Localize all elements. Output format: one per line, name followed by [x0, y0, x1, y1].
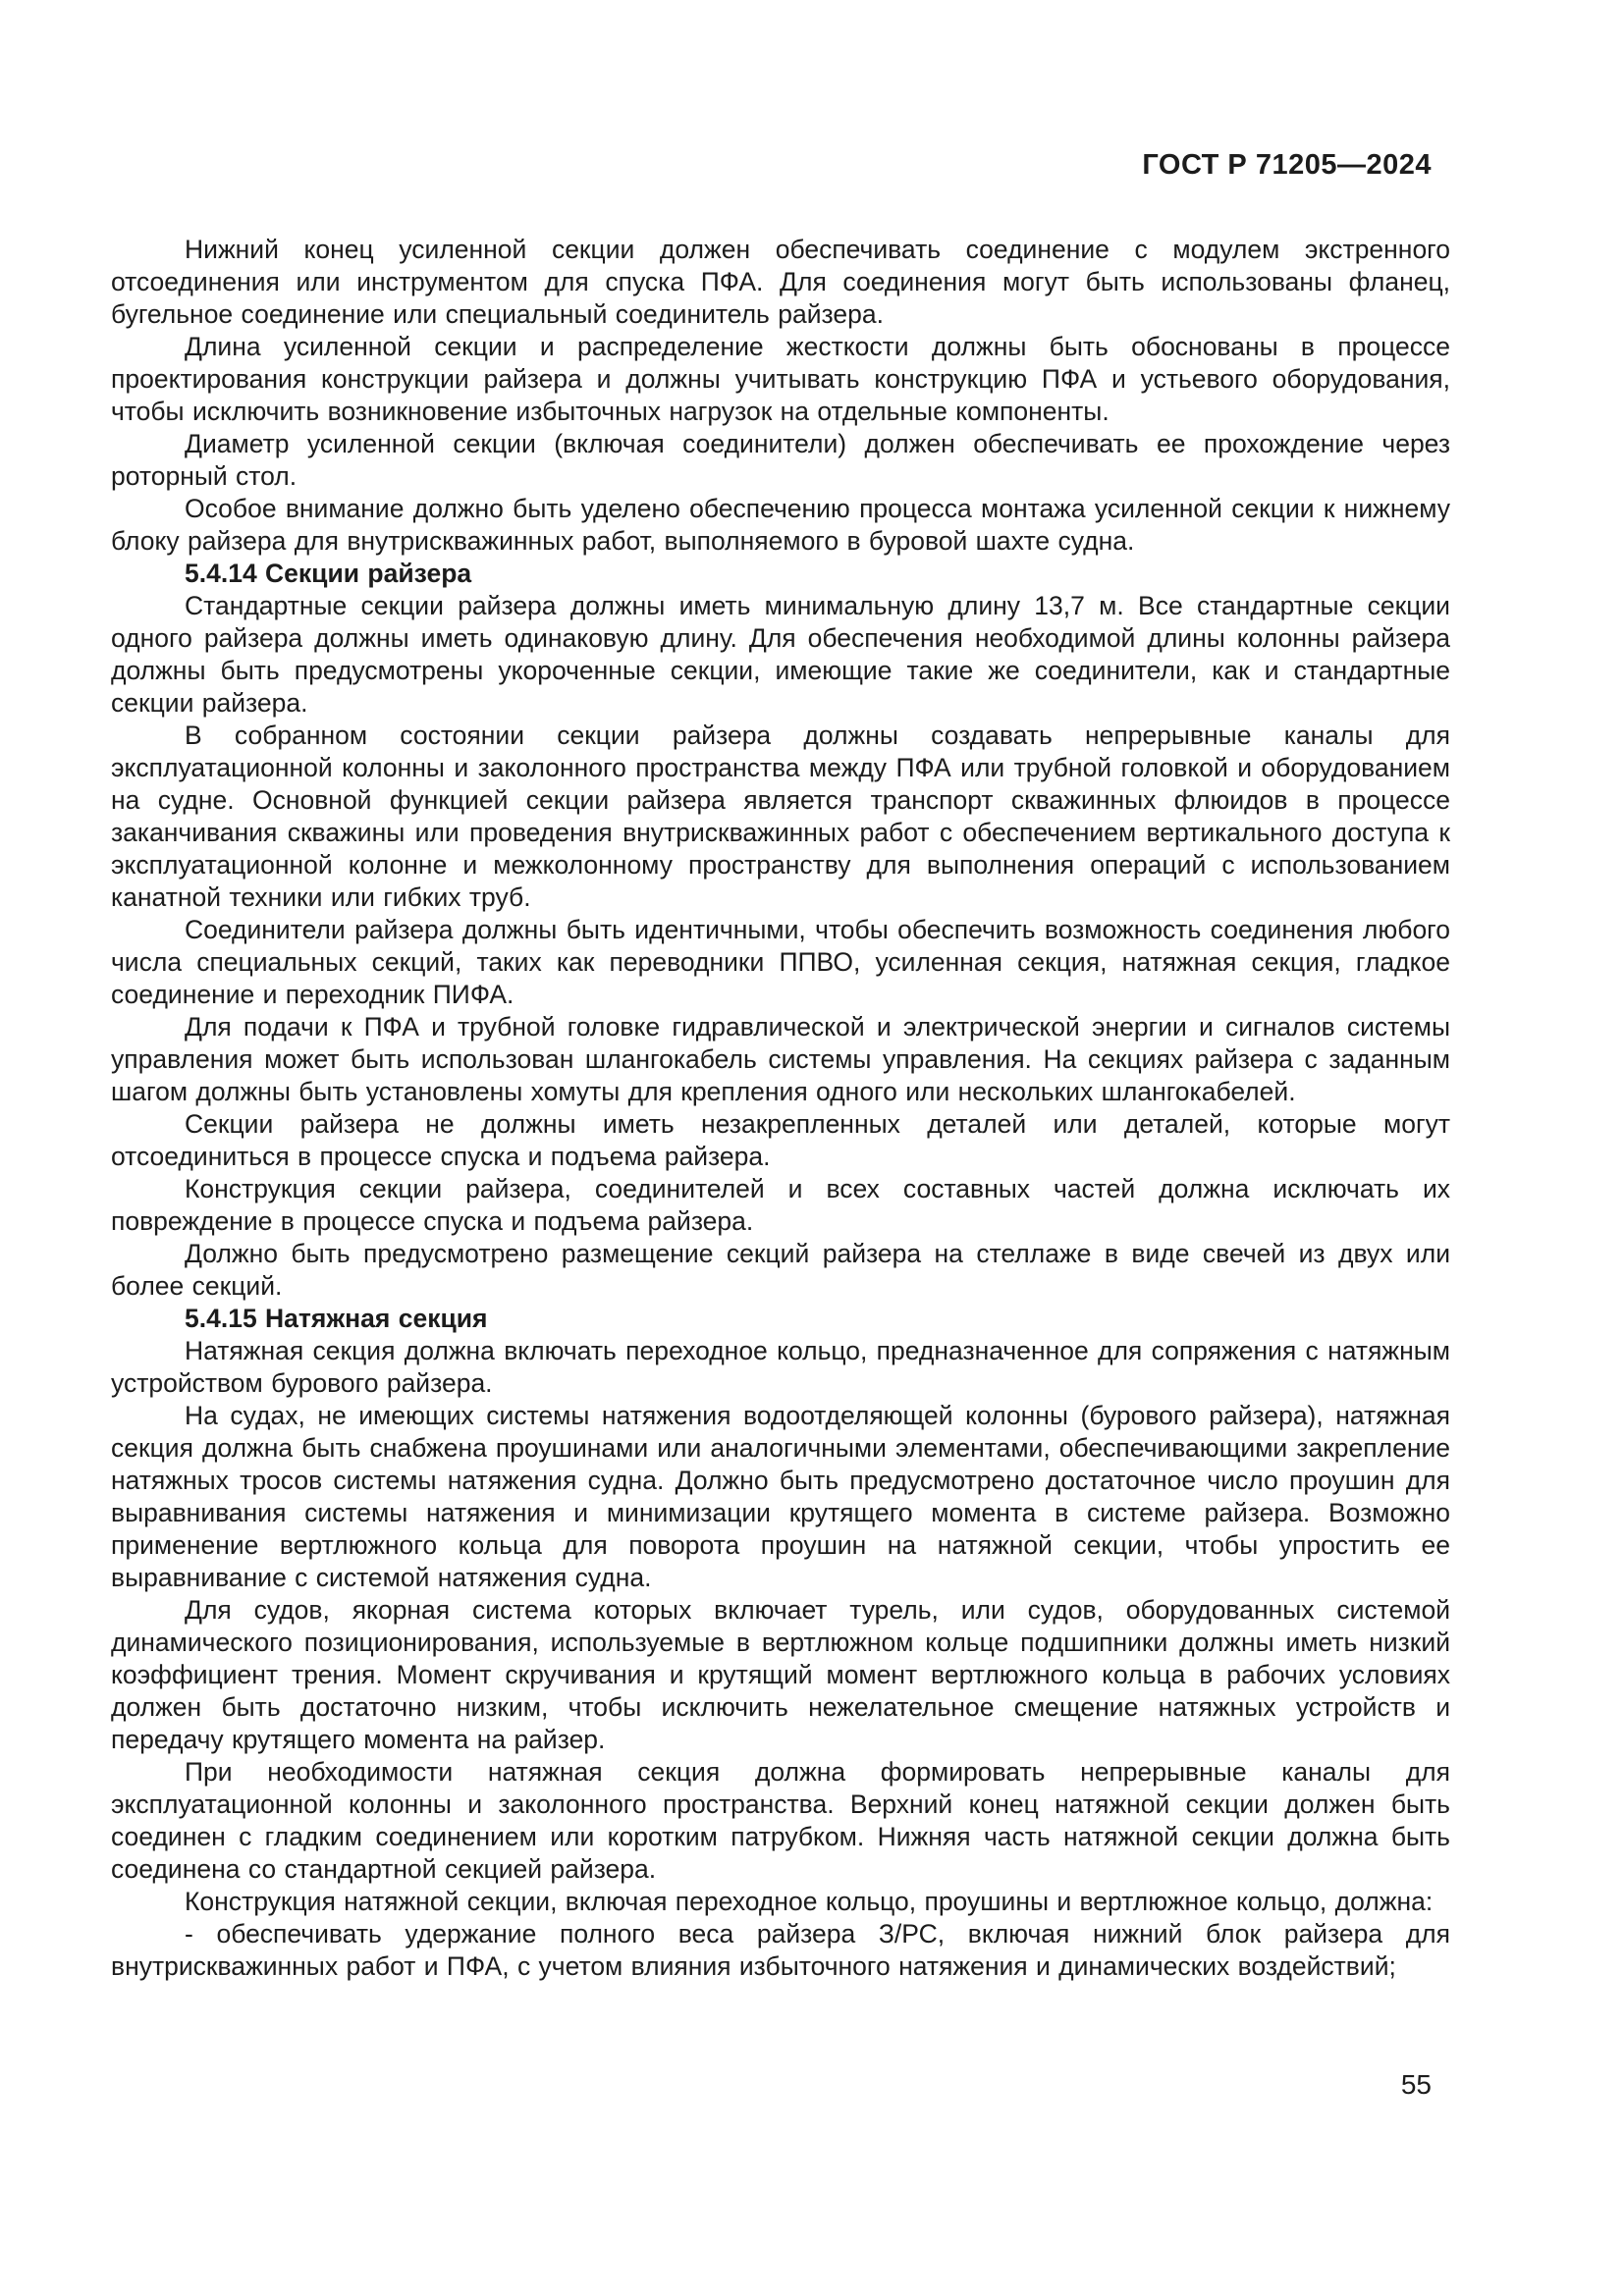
section-heading: 5.4.14 Секции райзера: [185, 559, 472, 588]
paragraph: Для подачи к ПФА и трубной головке гидравлической и электрической энергии и сигналов системы управления может быть использован шлангокабель системы управления. На секциях райзера с заданным шагом должны быть установлены хомуты для крепления одного или нескольких шлангокабелей.: [111, 1012, 1450, 1106]
paragraph: - обеспечивать удержание полного веса райзера З/РС, включая нижний блок райзера для внутрискважинных работ и ПФА, с учетом влияния избыточного натяжения и динамических воздействий;: [111, 1919, 1450, 1981]
paragraph: Конструкция секции райзера, соединителей и всех составных частей должна исключать их повреждение в процессе спуска и подъема райзера.: [111, 1174, 1450, 1236]
paragraph: Особое внимание должно быть уделено обеспечению процесса монтажа усиленной секции к нижнему блоку райзера для внутрискважинных работ, выполняемого в буровой шахте судна.: [111, 494, 1450, 556]
doc-code-header: ГОСТ Р 71205—2024: [1142, 149, 1432, 181]
paragraph: Секции райзера не должны иметь незакрепленных деталей или деталей, которые могут отсоединиться в процессе спуска и подъема райзера.: [111, 1109, 1450, 1171]
section-heading: 5.4.15 Натяжная секция: [185, 1304, 488, 1333]
paragraph: Соединители райзера должны быть идентичными, чтобы обеспечить возможность соединения любого числа специальных секций, таких как переводники ППВО, усиленная секция, натяжная секция, гладкое соединение и переходник ПИФА.: [111, 915, 1450, 1009]
paragraph: Стандартные секции райзера должны иметь минимальную длину 13,7 м. Все стандартные секции одного райзера должны иметь одинаковую длину. Для обеспечения необходимой длины колонны райзера должны быть предусмотрены укороченные секции, имеющие такие же соединители, как и стандартные секции райзера.: [111, 591, 1450, 718]
paragraph: Для судов, якорная система которых включает турель, или судов, оборудованных системой динамического позиционирования, используемые в вертлюжном кольце подшипники должны иметь низкий коэффициент трения. Момент скручивания и крутящий момент вертлюжного кольца в рабочих условиях должен быть достаточно низким, чтобы исключить нежелательное смещение натяжных устройств и передачу крутящего момента на райзер.: [111, 1595, 1450, 1754]
paragraph: Диаметр усиленной секции (включая соединители) должен обеспечивать ее прохождение через роторный стол.: [111, 429, 1450, 491]
paragraph: При необходимости натяжная секция должна формировать непрерывные каналы для эксплуатационной колонны и заколонного пространства. Верхний конец натяжной секции должен быть соединен с гладким соединением или коротким патрубком. Нижняя часть натяжной секции должна быть соединена со стандартной секцией райзера.: [111, 1757, 1450, 1884]
paragraph: Нижний конец усиленной секции должен обеспечивать соединение с модулем экстренного отсоединения или инструментом для спуска ПФА. Для соединения могут быть использованы фланец, бугельное соединение или специальный соединитель райзера.: [111, 235, 1450, 329]
paragraph: На судах, не имеющих системы натяжения водоотделяющей колонны (бурового райзера), натяжная секция должна быть снабжена проушинами или аналогичными элементами, обеспечивающими закрепление натяжных тросов системы натяжения судна. Должно быть предусмотрено достаточное число проушин для выравнивания системы натяжения и минимизации крутящего момента в системе райзера. Возможно применение вертлюжного кольца для поворота проушин на натяжной секции, чтобы упростить ее выравнивание с системой натяжения судна.: [111, 1401, 1450, 1592]
paragraph: В собранном состоянии секции райзера должны создавать непрерывные каналы для эксплуатационной колонны и заколонного пространства между ПФА или трубной головкой и оборудованием на судне. Основной функцией секции райзера является транспорт скважинных флюидов в процессе заканчивания скважины или проведения внутрискважинных работ с обеспечением вертикального доступа к эксплуатационной колонне и межколонному пространству для выполнения операций с использованием канатной техники или гибких труб.: [111, 721, 1450, 912]
document-body: [111, 234, 1450, 1983]
paragraph: Должно быть предусмотрено размещение секций райзера на стеллаже в виде свечей из двух или более секций.: [111, 1239, 1450, 1301]
page-number: 55: [1400, 2069, 1432, 2100]
paragraph: Конструкция натяжной секции, включая переходное кольцо, проушины и вертлюжное кольцо, должна:: [185, 1887, 1434, 1916]
paragraph: Натяжная секция должна включать переходное кольцо, предназначенное для сопряжения с натяжным устройством бурового райзера.: [111, 1336, 1450, 1398]
paragraph: Длина усиленной секции и распределение жесткости должны быть обоснованы в процессе проектирования конструкции райзера и должны учитывать конструкцию ПФА и устьевого оборудования, чтобы исключить возникновение избыточных нагрузок на отдельные компоненты.: [111, 332, 1450, 426]
